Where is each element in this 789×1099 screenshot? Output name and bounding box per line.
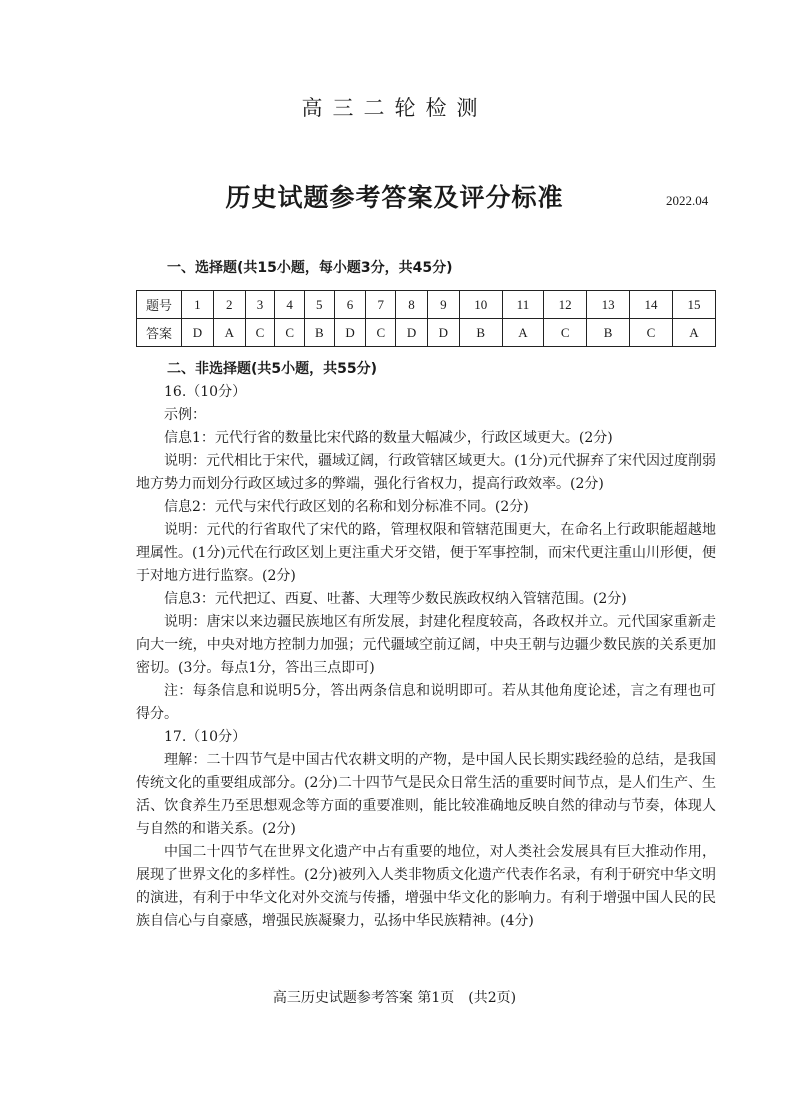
question-number-2: 2 xyxy=(213,291,245,319)
answer-cell-12: C xyxy=(544,319,587,347)
q17-understanding: 理解：二十四节气是中国古代农耕文明的产物，是中国人民长期实践经验的总结，是我国传统文化的重要组成部分。(2分)二十四节气是民众日常生活的重要时间节点，是人们生产、生活、饮食养生乃至思想观念等方面的重要准则，能比较准确地反映自然的律动与节奏，体现人与自然的和谐关系。(2分) xyxy=(136,752,716,837)
question-number-11: 11 xyxy=(502,291,543,319)
example-label: 示例： xyxy=(164,407,206,423)
question-number-15: 15 xyxy=(672,291,715,319)
row-label-question-number: 题号 xyxy=(137,291,182,319)
explanation-3: 说明：唐宋以来边疆民族地区有所发展，封建化程度较高，各政权并立。元代国家重新走向大一统，中央对地方控制力加强；元代疆域空前辽阔，中央王朝与边疆少数民族的关系更加密切。(3分。每点1分，答出三点即可) xyxy=(136,614,716,676)
question-number-1: 1 xyxy=(182,291,214,319)
q16-heading: 16.（10分） xyxy=(164,384,247,400)
question-number-13: 13 xyxy=(587,291,630,319)
answer-cell-11: A xyxy=(502,319,543,347)
question-number-6: 6 xyxy=(334,291,366,319)
answer-cell-2: A xyxy=(213,319,245,347)
info-2: 信息2：元代与宋代行政区划的名称和划分标准不同。(2分) xyxy=(164,499,529,515)
answer-cell-14: C xyxy=(630,319,673,347)
q17-significance: 中国二十四节气在世界文化遗产中占有重要的地位，对人类社会发展具有巨大推动作用，展现了世界文化的多样性。(2分)被列入人类非物质文化遗产代表作名录，有利于研究中华文明的演进，有利于中华文化对外交流与传播，增强中华文化的影响力。有利于增强中国人民的民族自信心与自豪感，增强民族凝聚力，弘扬中华民族精神。(4分) xyxy=(136,844,716,929)
explanation-2: 说明：元代的行省取代了宋代的路，管理权限和管辖范围更大，在命名上行政职能超越地理属性。(1分)元代在行政区划上更注重犬牙交错，便于军事控制，而宋代更注重山川形便，便于对地方进行监察。(2分) xyxy=(136,522,716,584)
question-number-9: 9 xyxy=(427,291,459,319)
answer-cell-9: D xyxy=(427,319,459,347)
question-number-5: 5 xyxy=(304,291,334,319)
answer-cell-3: C xyxy=(245,319,275,347)
section1-heading: 一、选择题(共15小题，每小题3分，共45分) xyxy=(167,260,453,276)
question-number-14: 14 xyxy=(630,291,673,319)
page-footer: 高三历史试题参考答案 第1页 (共2页) xyxy=(272,990,517,1006)
answer-cell-7: C xyxy=(366,319,396,347)
q16-note: 注：每条信息和说明5分，答出两条信息和说明即可。若从其他角度论述，言之有理也可得分。 xyxy=(136,683,716,722)
answer-cell-1: D xyxy=(182,319,214,347)
info-3: 信息3：元代把辽、西夏、吐蕃、大理等少数民族政权纳入管辖范围。(2分) xyxy=(164,591,627,607)
question-number-12: 12 xyxy=(544,291,587,319)
question-number-row xyxy=(137,291,716,319)
question-number-7: 7 xyxy=(366,291,396,319)
exam-date: 2022.04 xyxy=(666,193,709,208)
answer-cell-10: B xyxy=(459,319,502,347)
answer-cell-4: C xyxy=(275,319,305,347)
answer-cell-13: B xyxy=(587,319,630,347)
page-title: 历史试题参考答案及评分标准 xyxy=(225,183,564,212)
info-1: 信息1：元代行省的数量比宋代路的数量大幅减少，行政区域更大。(2分) xyxy=(164,430,613,446)
question-number-10: 10 xyxy=(459,291,502,319)
row-label-answer: 答案 xyxy=(137,319,182,347)
answer-cell-15: A xyxy=(672,319,715,347)
exam-series-title: 高三二轮检测 xyxy=(301,96,488,120)
explanation-1: 说明：元代相比于宋代，疆域辽阔，行政管辖区域更大。(1分)元代摒弃了宋代因过度削弱地方势力而划分行政区域过多的弊端，强化行省权力，提高行政效率。(2分) xyxy=(136,453,716,492)
answer-table xyxy=(136,290,716,347)
answer-row xyxy=(137,319,716,347)
question-number-8: 8 xyxy=(396,291,428,319)
answer-cell-8: D xyxy=(396,319,428,347)
answer-cell-6: D xyxy=(334,319,366,347)
section2-heading: 二、非选择题(共5小题，共55分) xyxy=(167,361,378,377)
question-number-4: 4 xyxy=(275,291,305,319)
answer-cell-5: B xyxy=(304,319,334,347)
question-number-3: 3 xyxy=(245,291,275,319)
section2-body xyxy=(136,381,716,933)
q17-heading: 17.（10分） xyxy=(164,729,247,745)
